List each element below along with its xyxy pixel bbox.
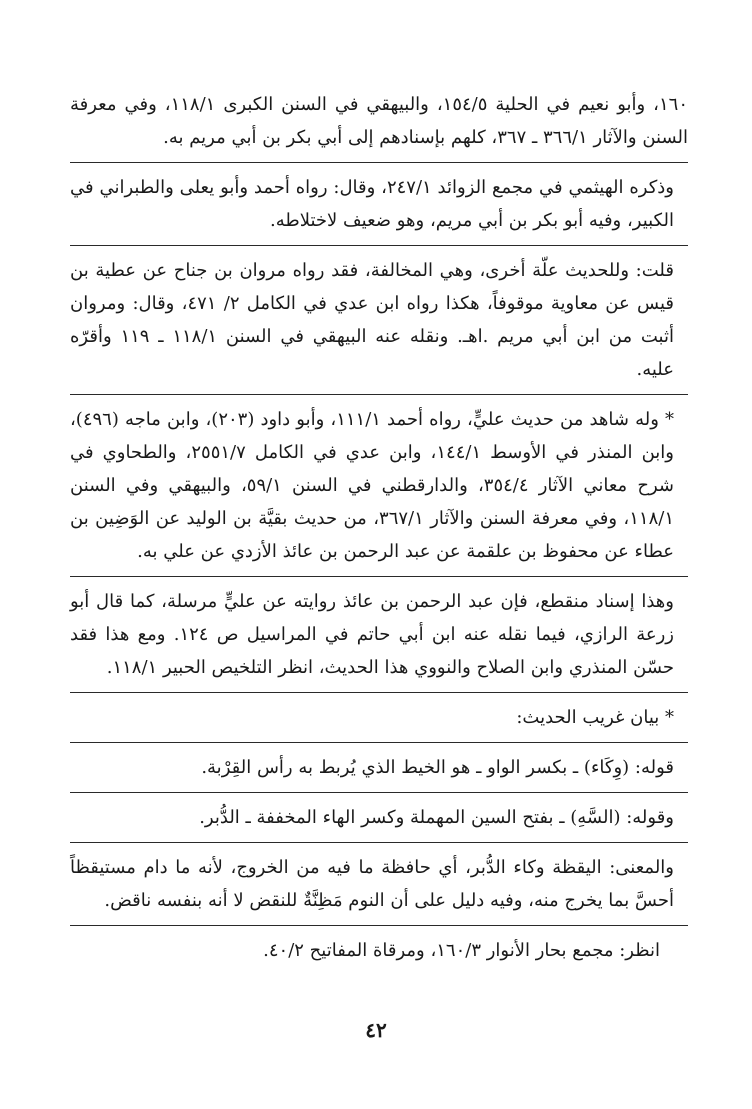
heading-gharib-hadith: * بيان غريب الحديث:: [516, 707, 674, 728]
divider: [70, 576, 688, 577]
paragraph-munqati: وهذا إسناد منقطع، فإن عبد الرحمن بن عائذ روايته عن عليٍّ مرسلة، كما قال أبو زرعة الرازي، فيما نقله عنه ابن أبي حاتم في المراسيل ص ١٢٤. ومع هذا فقد حسّن المنذري وابن الصلاح والنووي هذا الحديث، انظر التلخيص الحبير ١١٨/١.: [70, 591, 674, 678]
paragraph-meaning: والمعنى: اليقظة وكاء الدُّبر، أي حافظة ما فيه من الخروج، لأنه ما دام مستيقظاً أحسَّ بما يخرج منه، وفيه دليل على أن النوم مَظِنَّةٌ للنقض لا أنه بنفسه ناقض.: [70, 857, 674, 911]
paragraph-wika: قوله: (وِكَاء) ـ بكسر الواو ـ هو الخيط الذي يُربط به رأس القِرْبة.: [201, 757, 674, 778]
divider: [70, 692, 688, 693]
paragraph-sources-1: ١٦٠، وأبو نعيم في الحلية ١٥٤/٥، والبيهقي في السنن الكبرى ١١٨/١، وفي معرفة السنن والآثار ٣٦٦/١ ـ ٣٦٧، كلهم بإسنادهم إلى أبي بكر بن أبي مريم به.: [70, 94, 689, 148]
paragraph-sah: وقوله: (السَّهِ) ـ بفتح السين المهملة وكسر الهاء المخففة ـ الدُّبر.: [199, 807, 674, 828]
divider: [70, 792, 688, 793]
paragraph-illa: قلت: وللحديث علّة أخرى، وهي المخالفة، فقد رواه مروان بن جناح عن عطية بن قيس عن معاوية موقوفاً، هكذا رواه ابن عدي في الكامل ٢/ ٤٧١، وقال: ومروان أثبت من ابن أبي مريم .اهـ. ونقله عنه البيهقي في السنن ١١٨/١ ـ ١١٩ وأقرّه عليه.: [70, 260, 674, 380]
page-body: [70, 88, 688, 967]
divider: [70, 394, 688, 395]
divider: [70, 162, 688, 163]
page-number: ٤٢: [365, 1018, 387, 1042]
paragraph-shahid-ali: * وله شاهد من حديث عليٍّ، رواه أحمد ١١١/١، وأبو داود (٢٠٣)، وابن ماجه (٤٩٦)، وابن المنذر في الأوسط ١٤٤/١، وابن عدي في الكامل ٢٥٥١/٧، والطحاوي في شرح معاني الآثار ٣٥٤/٤، والدارقطني في السنن ٥٩/١، والبيهقي وفي السنن ١١٨/١، وفي معرفة السنن والآثار ٣٦٧/١، من حديث بقيَّة بن الوليد عن الوَضِين بن عطاء عن محفوظ بن علقمة عن عبد الرحمن بن عائذ الأزدي عن علي به.: [70, 409, 674, 562]
paragraph-haythami: وذكره الهيثمي في مجمع الزوائد ٢٤٧/١، وقال: رواه أحمد وأبو يعلى والطبراني في الكبير، وفيه أبو بكر بن أبي مريم، وهو ضعيف لاختلاطه.: [70, 177, 674, 231]
paragraph-refs: انظر: مجمع بحار الأنوار ١٦٠/٣، ومرقاة المفاتيح ٤٠/٢.: [263, 940, 660, 961]
divider: [70, 842, 688, 843]
divider: [70, 245, 688, 246]
divider: [70, 925, 688, 926]
divider: [70, 742, 688, 743]
